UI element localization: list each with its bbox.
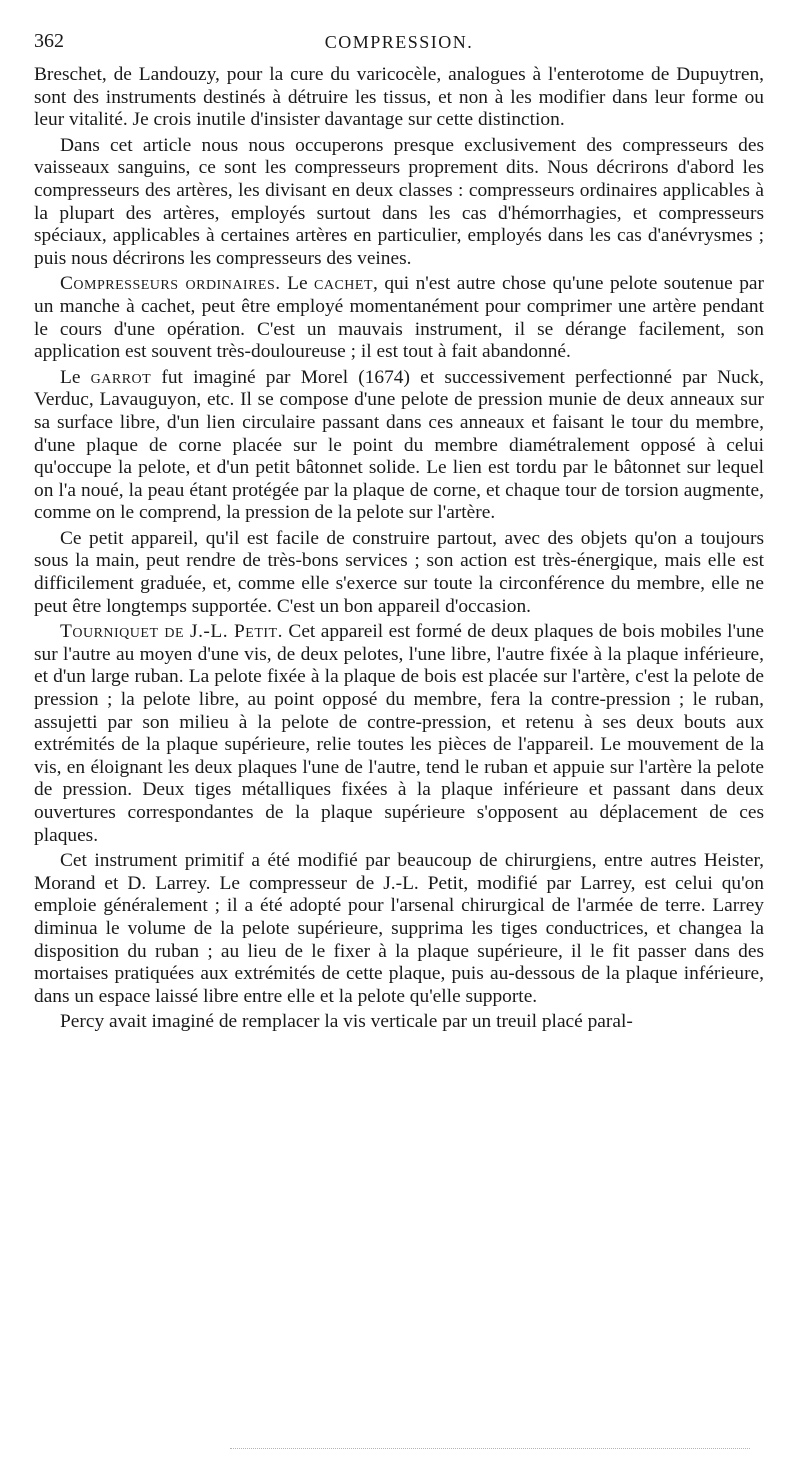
paragraph-garrot-usage <box>34 528 764 618</box>
page-number: 362 <box>34 30 64 52</box>
paragraph-text: Ce petit appareil, qu'il est facile de construire partout, avec des objets qu'on a toujours sous la main, peut rendre de très-bons services ; son action est très-énergique, mais elle est difficilement graduée, et, comme elle s'exerce sur toute la circonférence du membre, elle ne peut être longtemps supportée. C'est un bon appareil d'occasion. <box>34 527 764 617</box>
paragraph-garrot <box>34 367 764 525</box>
paragraph-percy <box>34 1011 764 1034</box>
paragraph-tourniquet <box>34 621 764 847</box>
paragraph-compresseurs-ordinaires <box>34 273 764 363</box>
paragraph-text: Percy avait imaginé de remplacer la vis verticale par un treuil placé paral- <box>60 1011 633 1033</box>
bottom-bleed-through <box>230 1448 750 1449</box>
paragraph-text: fut imaginé par Morel (1674) et successivement perfectionné par Nuck, Verduc, Lavauguyon, etc. Il se compose d'une pelote de pression munie de deux anneaux sur sa surface libre, d'un lien circulaire passant dans ces anneaux et faisant le tour du membre, d'une plaque de corne placée sur le point du membre diamétralement opposé à celui qu'occupe la pelote, et d'un petit bâtonnet solide. Le lien est tordu par le bâtonnet sur lequel on l'a noué, la peau étant protégée par la plaque de corne, et chaque tour de torsion augmente, comme on le comprend, la pression de la pelote sur l'artère. <box>34 366 764 524</box>
paragraph-text: , qui n'est autre chose qu'une pelote soutenue par un manche à cachet, peut être employé momentanément pour comprimer une artère pendant le cours d'une opération. C'est un mauvais instrument, il se dérange facilement, son application est souvent très-douloureuse ; il est tout à fait abandonné. <box>34 273 764 363</box>
section-lead: Compresseurs ordinaires. <box>60 273 281 295</box>
term-cachet: cachet <box>314 273 374 295</box>
paragraph-introduction <box>34 135 764 271</box>
page-header <box>34 30 764 64</box>
paragraph-modifications <box>34 850 764 1008</box>
book-page <box>34 30 764 1037</box>
paragraph-continuation <box>34 64 764 132</box>
paragraph-text: Cet instrument primitif a été modifié par beaucoup de chirurgiens, entre autres Heister, Morand et D. Larrey. Le compresseur de J.-L. Petit, modifié par Larrey, est celui qu'on emploie généralement ; il a été adopté pour l'arsenal chirurgical de l'armée de terre. Larrey diminua le volume de la pelote supérieure, supprima les tiges conductrices, et changea la disposition du ruban ; au lieu de le fixer à la plaque supérieure, il le fit passer dans des mortaises pratiquées aux extrémités de cette plaque, puis au-dessous de la plaque inférieure, dans un espace laissé libre entre elle et la pelote qu'elle supporte. <box>34 850 764 1007</box>
paragraph-text: Le <box>280 273 315 295</box>
paragraph-text: Le <box>60 366 91 388</box>
term-garrot: garrot <box>90 366 152 388</box>
running-title: COMPRESSION. <box>324 32 474 52</box>
paragraph-text: Breschet, de Landouzy, pour la cure du varicocèle, analogues à l'enterotome de Dupuytren, sont des instruments destinés à détruire les tissus, et non à les modifier dans leur forme ou leur vitalité. Je crois inutile d'insister davantage sur cette distinction. <box>34 64 764 131</box>
paragraph-text: Dans cet article nous nous occuperons presque exclusivement des compresseurs des vaisseaux sanguins, ce sont les compresseurs proprement dits. Nous décrirons d'abord les compresseurs des artères, les divisant en deux classes : compresseurs ordinaires applicables à la plupart des artères, employés surtout dans les cas d'hémorrhagies, et compresseurs spéciaux, applicables à certaines artères en particulier, employés dans les cas d'anévrysmes ; puis nous décrirons les compresseurs des veines. <box>34 134 764 269</box>
section-lead: Tourniquet de J.-L. Petit. <box>60 621 283 643</box>
paragraph-text: Cet appareil est formé de deux plaques de bois mobiles l'une sur l'autre au moyen d'une vis, de deux pelotes, l'une libre, l'autre fixée à la plaque inférieure, et d'un large ruban. La pelote fixée à la plaque de bois est placée sur l'artère, c'est la pelote de pression ; la pelote libre, au point opposé du membre, fera la contre-pression ; le ruban, assujetti par son milieu à la pelote de contre-pression, et retenu à ses deux bouts aux extrémités de la plaque supérieure, relie toutes les pièces de l'appareil. Le mouvement de la vis, en éloignant les deux plaques l'une de l'autre, tend le ruban et appuie sur l'artère la pelote de pression. Deux tiges métalliques fixées à la plaque inférieure et passant dans deux ouvertures correspondantes de la plaque supérieure s'opposent au déplacement de ces plaques. <box>34 621 765 846</box>
body-text <box>34 64 764 1034</box>
